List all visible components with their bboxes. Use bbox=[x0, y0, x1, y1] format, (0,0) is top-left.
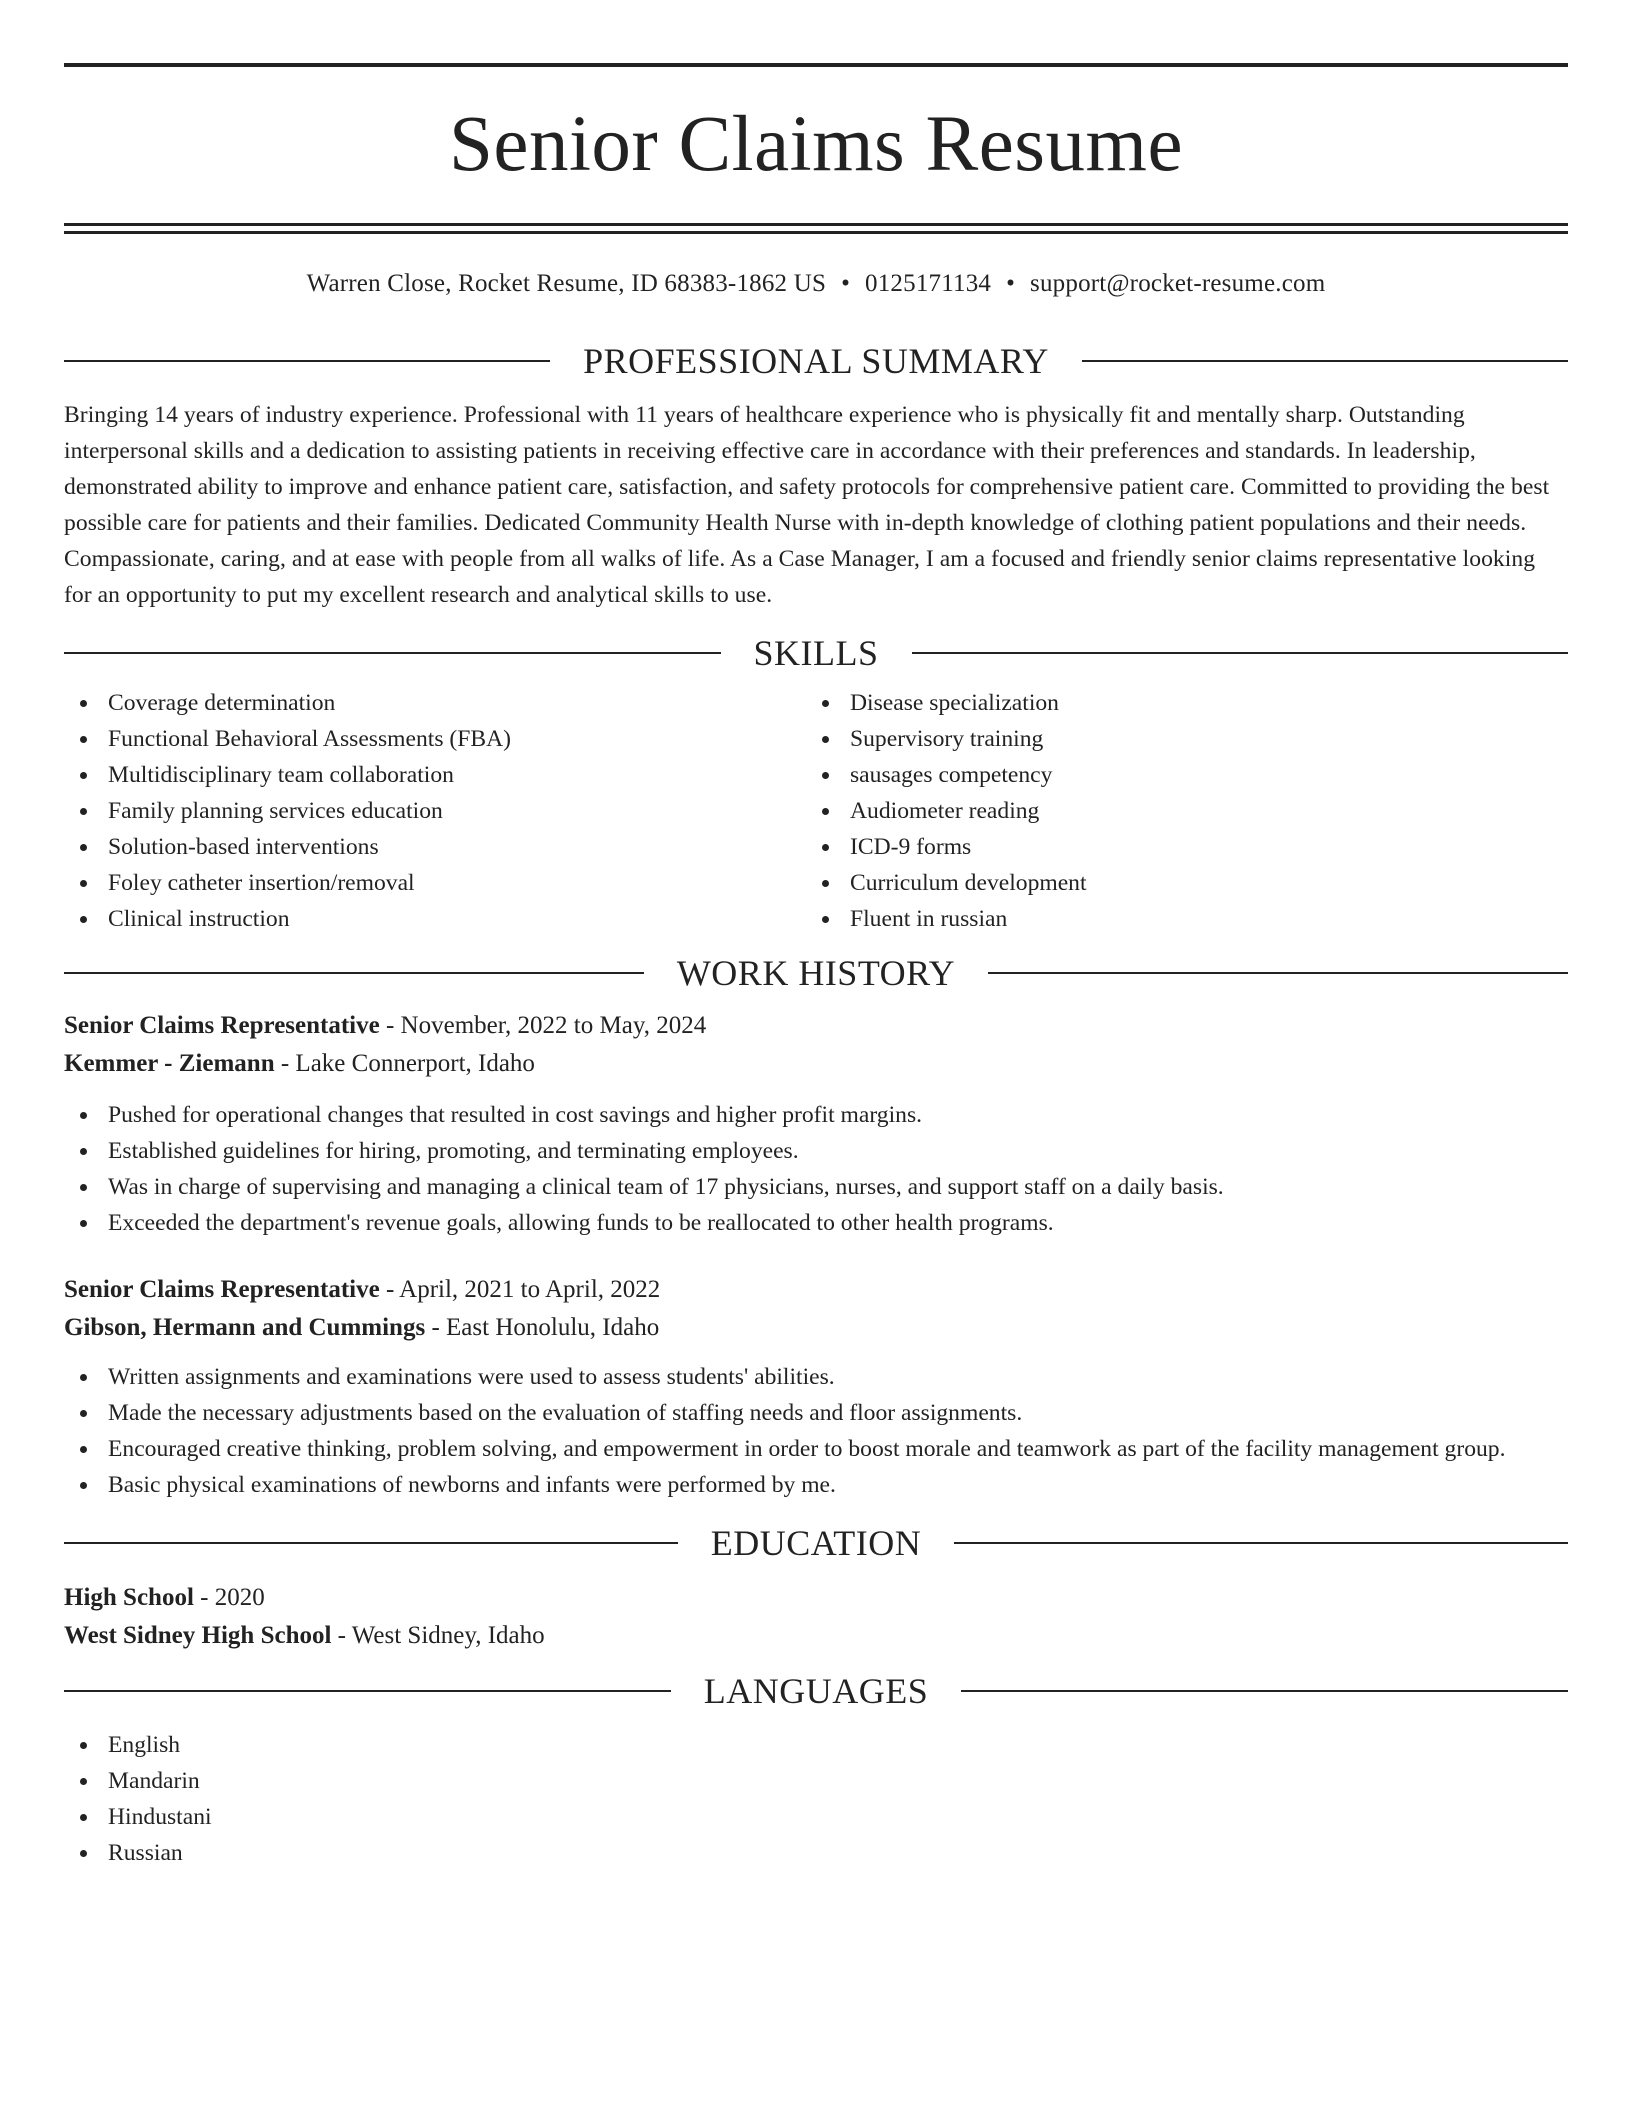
education-degree-line bbox=[64, 1579, 1568, 1617]
skill-item: Audiometer reading bbox=[806, 793, 1548, 829]
education-entry bbox=[64, 1579, 1568, 1655]
job-bullet: Basic physical examinations of newborns and infants were performed by me. bbox=[64, 1467, 1568, 1503]
job-company: Gibson, Hermann and Cummings bbox=[64, 1314, 426, 1341]
heading-rule bbox=[988, 972, 1568, 974]
job-title-line bbox=[64, 1271, 1568, 1309]
heading-rule bbox=[912, 652, 1569, 654]
section-heading-summary bbox=[64, 339, 1568, 383]
skill-item: Disease specialization bbox=[806, 685, 1548, 721]
job-title-line bbox=[64, 1007, 1568, 1045]
skill-item: Solution-based interventions bbox=[64, 829, 806, 865]
job-bullet: Written assignments and examinations were used to assess students' abilities. bbox=[64, 1359, 1568, 1395]
education-year: - 2020 bbox=[193, 1584, 265, 1611]
skill-item: Curriculum development bbox=[806, 865, 1548, 901]
contact-address: Warren Close, Rocket Resume, ID 68383-1862 US bbox=[306, 270, 827, 297]
job-bullet: Established guidelines for hiring, promoting, and terminating employees. bbox=[64, 1133, 1568, 1169]
skill-item: Family planning services education bbox=[64, 793, 806, 829]
job-dates: - November, 2022 to May, 2024 bbox=[379, 1012, 707, 1039]
job-entry bbox=[64, 1271, 1568, 1503]
skill-item: Coverage determination bbox=[64, 685, 806, 721]
job-bullets bbox=[64, 1359, 1568, 1503]
skill-item: Foley catheter insertion/removal bbox=[64, 865, 806, 901]
heading-rule bbox=[961, 1690, 1568, 1692]
job-bullet: Encouraged creative thinking, problem solving, and empowerment in order to boost morale and teamwork as part of the facility management group. bbox=[64, 1431, 1568, 1467]
section-title: PROFESSIONAL SUMMARY bbox=[583, 341, 1049, 381]
skills-grid bbox=[64, 685, 1568, 937]
language-item: Russian bbox=[64, 1835, 1568, 1871]
heading-rule bbox=[64, 1542, 678, 1544]
skills-list-left bbox=[64, 685, 806, 937]
skill-item: sausages competency bbox=[806, 757, 1548, 793]
education-school: West Sidney High School bbox=[64, 1622, 332, 1649]
job-bullet: Pushed for operational changes that resulted in cost savings and higher profit margins. bbox=[64, 1097, 1568, 1133]
language-item: Mandarin bbox=[64, 1763, 1568, 1799]
section-title: SKILLS bbox=[753, 633, 879, 673]
job-title: Senior Claims Representative bbox=[64, 1276, 380, 1303]
section-heading-skills bbox=[64, 631, 1568, 675]
job-company: Kemmer - Ziemann bbox=[64, 1050, 275, 1077]
section-title: EDUCATION bbox=[710, 1523, 922, 1563]
job-location: - Lake Connerport, Idaho bbox=[274, 1050, 535, 1077]
contact-phone: 0125171134 bbox=[865, 270, 992, 297]
resume-title: Senior Claims Resume bbox=[448, 101, 1184, 188]
education-school-line bbox=[64, 1617, 1568, 1655]
job-company-line bbox=[64, 1045, 1568, 1083]
language-item: English bbox=[64, 1727, 1568, 1763]
contact-separator: • bbox=[841, 270, 851, 297]
education-degree: High School bbox=[64, 1584, 194, 1611]
languages-list bbox=[64, 1727, 1568, 1871]
job-location: - East Honolulu, Idaho bbox=[425, 1314, 660, 1341]
job-bullets bbox=[64, 1097, 1568, 1241]
job-entry bbox=[64, 1007, 1568, 1241]
section-heading-languages bbox=[64, 1669, 1568, 1713]
section-title: LANGUAGES bbox=[703, 1671, 929, 1711]
job-title: Senior Claims Representative bbox=[64, 1012, 380, 1039]
contact-separator: • bbox=[1006, 270, 1016, 297]
contact-email[interactable]: support@rocket-resume.com bbox=[1030, 270, 1326, 297]
heading-rule bbox=[954, 1542, 1568, 1544]
skill-item: Multidisciplinary team collaboration bbox=[64, 757, 806, 793]
skills-list-right bbox=[806, 685, 1548, 937]
heading-rule bbox=[64, 1690, 671, 1692]
title-double-rule bbox=[64, 223, 1568, 234]
summary-text: Bringing 14 years of industry experience. Professional with 11 years of healthcare experience who is physically fit and mentally sharp. Outstanding interpersonal skills and a dedication to assisting patients in receiving effective care in accordance with their preferences and standards. In leadership, demonstrated ability to improve and enhance patient care, satisfaction, and safety protocols for comprehensive patient care. Committed to providing the best possible care for patients and their families. Dedicated Community Health Nurse with in-depth knowledge of clothing patient populations and their needs. Compassionate, caring, and at ease with people from all walks of life. As a Case Manager, I am a focused and friendly senior claims representative looking for an opportunity to put my excellent research and analytical skills to use. bbox=[64, 402, 1550, 608]
skill-item: Clinical instruction bbox=[64, 901, 806, 937]
skill-item: Functional Behavioral Assessments (FBA) bbox=[64, 721, 806, 757]
education-location: - West Sidney, Idaho bbox=[331, 1622, 545, 1649]
job-company-line bbox=[64, 1309, 1568, 1347]
heading-rule bbox=[64, 360, 550, 362]
job-dates: - April, 2021 to April, 2022 bbox=[379, 1276, 661, 1303]
skill-item: Fluent in russian bbox=[806, 901, 1548, 937]
job-bullet: Exceeded the department's revenue goals, allowing funds to be reallocated to other health programs. bbox=[64, 1205, 1568, 1241]
heading-rule bbox=[64, 972, 644, 974]
top-rule bbox=[64, 63, 1568, 67]
skill-item: Supervisory training bbox=[806, 721, 1548, 757]
section-heading-work-history bbox=[64, 951, 1568, 995]
job-bullet: Was in charge of supervising and managing a clinical team of 17 physicians, nurses, and support staff on a daily basis. bbox=[64, 1169, 1568, 1205]
heading-rule bbox=[1082, 360, 1568, 362]
section-heading-education bbox=[64, 1521, 1568, 1565]
section-title: WORK HISTORY bbox=[676, 953, 956, 993]
language-item: Hindustani bbox=[64, 1799, 1568, 1835]
heading-rule bbox=[64, 652, 721, 654]
skill-item: ICD-9 forms bbox=[806, 829, 1548, 865]
job-bullet: Made the necessary adjustments based on the evaluation of staffing needs and floor assignments. bbox=[64, 1395, 1568, 1431]
contact-line bbox=[64, 268, 1568, 300]
